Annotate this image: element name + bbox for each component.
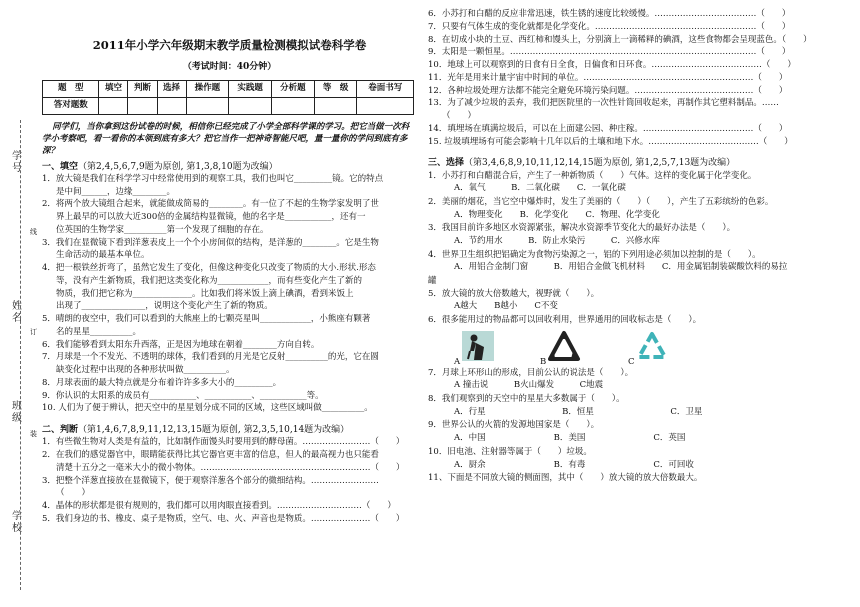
fill-question-line: 位英国的生物学家__________第一个发现了细胞的存在。 — [56, 224, 269, 235]
choice-question-line: 4．世界卫生组织把铝确定为食物污染源之一，铝的下列用途必须加以控制的是（ ）。 — [428, 249, 761, 260]
fill-question-line: 出现了_______________，说明这个变化产生了新的物质。 — [56, 301, 273, 312]
score-input-cell[interactable] — [186, 97, 229, 114]
choice-heading: 三、选择 — [428, 158, 465, 169]
school-label: 学校 — [9, 510, 21, 534]
judge-question-line: 14．填埋场在填满垃圾后，可以在上面建公园、种庄稼。…………………………………（ ） — [428, 123, 788, 134]
cut-line — [20, 120, 21, 590]
choice-options-line: A．中国 B．美国 C．英国 — [454, 433, 686, 444]
fill-question-list — [42, 173, 417, 415]
fill-question-line: 9．你认识的太阳系的成员有___________、___________、___________等。 — [42, 390, 324, 401]
fill-question-line: 1．放大镜是我们在科学学习中经常使用到的观察工具，我们也叫它_________镜。它的特点 — [42, 173, 384, 184]
cut-mark-ding: 订 — [30, 328, 37, 336]
fill-question-line: 缺变化过程中出现的各种形状叫做__________。 — [56, 365, 235, 376]
score-input-cell[interactable] — [357, 97, 414, 114]
judge-question-line: 13．为了减少垃圾的丢弃，我们把医院里的一次性针筒回收起来，再制作其它塑料制品。…… — [428, 98, 779, 109]
score-cell: 选择 — [157, 80, 186, 97]
judge-question-line: 12．各种垃圾处理方法都不能完全避免环境污染问题。……………………………………（ ） — [428, 85, 788, 96]
fill-question-line: 3．我们在显微镜下看到洋葱表皮上一个个小房间似的结构，是洋葱的________。它是生物 — [42, 237, 379, 248]
option-letter: A — [454, 356, 461, 367]
judge-question-line: （ ） — [442, 111, 477, 121]
score-cell: 卷面书写 — [357, 80, 414, 97]
choice-question-line: 9．世界公认的火箭的发源地国家是（ ）。 — [428, 420, 600, 431]
score-cell: 操作题 — [186, 80, 229, 97]
score-input-cell[interactable] — [99, 97, 128, 114]
cut-mark-zhuang: 装 — [30, 430, 37, 438]
score-input-cell[interactable] — [229, 97, 272, 114]
choice-options-line: A．氧气 B．二氧化碳 C．一氧化碳 — [454, 183, 626, 194]
choice-question-line: 6．很多能用过的物品都可以回收利用，世界通用的回收标志是（ ）。 — [428, 314, 702, 325]
name-label: 姓名 — [9, 300, 21, 324]
judge-question-line: 11．光年是用来计量宇宙中时间的单位。……………………………………………………（ ） — [428, 72, 788, 83]
fill-question-line: 10. 人们为了便于辨认，把天空中的星星划分成不同的区域，这些区域叫做__________。 — [42, 403, 373, 414]
fill-question-line: 等，没有产生新物质，我们把这类变化称为____________，而有些变化产生了新的 — [56, 275, 363, 286]
choice-options-line: A．物理变化 B．化学变化 C．物理、化学变化 — [454, 209, 660, 220]
fill-question-line: 界上最早的可以放大近300倍的金属结构显微镜，他的名字是___________，还有一 — [56, 212, 366, 223]
fill-question-line: 4．把一根铁丝折弯了，虽然它发生了变化，但像这种变化只改变了物质的大小.形状.形态 — [42, 263, 376, 274]
litter-bin-icon[interactable] — [460, 329, 496, 363]
score-input-cell[interactable] — [314, 97, 357, 114]
judge-section-heading — [42, 425, 417, 436]
fill-question-line: 2．将两个放大镜组合起来，就能做成简易的________。有一位了不起的生物学家发明了世 — [42, 199, 379, 210]
choice-question-line: 1．小苏打和白醋混合后，产生了一种新物质（ ）气体。这样的变化属于化学变化。 — [428, 170, 757, 181]
choice-note: （第3,4,6,8,9,10,11,12,14,15题为原创, 第1,2,5,7,13题为改编） — [464, 158, 736, 169]
judge-question-line: 4．晶体的形状都是很有规则的，我们都可以用肉眼直接看到。…………………………（ ） — [42, 501, 396, 512]
score-table-answer-row — [43, 97, 414, 114]
fill-question-line: 7．月球是一个不发光、不透明的球体，我们看到的月光是它反射__________的光，它在圆 — [42, 352, 379, 363]
exam-title: 2011年小学六年级期末教学质量检测模拟试卷科学卷 — [92, 38, 367, 52]
fill-question-line: 5．晴朗的夜空中，我们可以看到的大熊座上的七颗亮星叫____________，小熊座有颗著 — [42, 314, 371, 325]
score-cell: 等 级 — [314, 80, 357, 97]
fill-question-line: 生命活动的最基本单位。 — [56, 250, 150, 261]
right-column — [428, 8, 853, 485]
choice-question-line: 3．我国目前许多地区水资源紧张，解决水资源季节变化大的最好办法是（ ）。 — [428, 223, 736, 234]
judge-question-line: 6．小苏打和白醋的反应非常迅速，铁生锈的速度比较缓慢。………………………………（ ） — [428, 9, 791, 19]
recycle-triangle-black-icon[interactable] — [546, 329, 582, 363]
score-input-cell[interactable] — [272, 97, 315, 114]
fill-heading: 一、填空 — [42, 161, 79, 172]
exam-time: （考试时间：40分钟） — [182, 62, 277, 73]
choice-question-line: 8．我们观察到的天空中的星星大多数属于（ ）。 — [428, 394, 625, 405]
judge-question-line: 9．太阳是一颗恒星。……………………………………………………………………………（ ） — [428, 47, 791, 58]
class-label: 班级 — [9, 400, 21, 424]
judge-question-line: 3．把整个洋葱直接放在显微镜下，便于观察洋葱各个部分的微细结构。…………………… — [42, 475, 379, 486]
fill-question-line: 名的星星__________。 — [56, 326, 142, 337]
score-table-header-row — [43, 80, 414, 97]
choice-section-heading — [428, 158, 853, 169]
choice-options-line: A越大 B越小 C不变 — [454, 301, 558, 312]
judge-question-line: 10．地球上可以观察到的日食有日全食，日偏食和日环食。…………………………………（ ） — [428, 60, 796, 70]
score-input-cell[interactable] — [128, 97, 157, 114]
choice-question-line: 2．美丽的烟花，当它空中爆炸时，发生了美丽的（ ）（ ），产生了五彩缤纷的色彩。 — [428, 196, 774, 207]
option-letter: C — [628, 356, 635, 367]
judge-question-line: 清楚十五分之一毫米大小的微小物体。……………………………………………………（ ） — [56, 462, 405, 473]
choice-options-line: A．节约用水 B．防止水染污 C．兴修水库 — [454, 235, 660, 246]
judge-question-line: （ ） — [56, 488, 91, 499]
choice-question-list — [428, 170, 853, 485]
score-cell: 判断 — [128, 80, 157, 97]
score-cell: 题 型 — [43, 80, 99, 97]
fill-question-line: 6．我们能够看到太阳东升西落，正是因为地球在朝着________方向自转。 — [42, 339, 320, 350]
fill-section-heading — [42, 162, 417, 173]
binding-strip — [0, 0, 40, 607]
judge-question-line: 2．在我们的感觉器官中，眼睛能获得比其它器官更丰富的信息，但人的最高视力也只能看 — [42, 450, 379, 461]
choice-question-line: 7．月球上环形山的形成，目前公认的说法是（ ）。 — [428, 367, 634, 378]
judge-question-list — [42, 436, 417, 525]
choice-question-line: 10．旧电池、注射器等属于（ ）垃圾。 — [428, 446, 592, 457]
option-letter: B — [540, 356, 547, 367]
judge-heading: 二、判断 — [42, 425, 79, 436]
fill-question-line: 物质，我们把它称为______________。比如我们将米饭上滴上碘酒，看到米饭上 — [56, 288, 354, 299]
score-cell: 填空 — [99, 80, 128, 97]
student-id-label: 学号 — [9, 150, 21, 174]
score-input-cell[interactable] — [157, 97, 186, 114]
choice-options-line: A．厨余 B．有毒 C．可回收 — [454, 459, 694, 470]
fill-question-line: 是中间______，边缘________。 — [56, 186, 176, 197]
judge-question-line: 15. 垃圾填埋场有可能会影响十几年以后的土壤和地下水。…………………………………（ ） — [428, 136, 793, 147]
left-column — [42, 8, 417, 526]
score-cell: 分析题 — [272, 80, 315, 97]
judge-question-line: 8．在切成小块的土豆、西红柿和馒头上，分别滴上一滴稀释的碘酒，这些食物都会呈现蓝色。（ ） — [428, 34, 812, 45]
choice-question-line: 5．放大镜的放大倍数越大，视野就（ ）。 — [428, 288, 600, 299]
score-cell: 答对题数 — [43, 97, 99, 114]
choice-options-line: A 撞击说 B火山爆发 C地震 — [454, 380, 604, 391]
recycle-triangle-teal-icon[interactable] — [634, 329, 670, 363]
judge-note: （第1,4,6,7,8,9,11,12,13,15题为原创, 第2,3,5,10,14题为改编） — [78, 425, 350, 436]
judge-continued-list — [428, 8, 853, 148]
judge-question-line: 5．我们身边的书、橡皮、桌子是物质，空气、电、火、声音也是物质。…………………（ ） — [42, 513, 405, 524]
judge-question-line: 7．只要有气体生成的变化就都是化学变化。…………………………………………………（ ） — [428, 21, 791, 32]
fill-note: （第2,4,5,6,7,9题为原创, 第1,3,8,10题为改编） — [78, 161, 278, 172]
intro-paragraph: 同学们，当你拿到这份试卷的时候，相信你已经完成了小学全部科学课的学习。把它当做一次科学小考察吧，看一看你的本领到底有多大？把它当作一把神奇智能尺吧，量一量你的学问到底有多深？ — [42, 121, 410, 157]
judge-question-line: 1．有些微生物对人类是有益的，比如制作面馒头时要用到的酵母菌。……………………（ ） — [42, 437, 405, 448]
choice-options-line: A．用铝合金制门窗 B．用铝合金做飞机材料 C．用金属铝制装碳酸饮料的易拉 — [454, 262, 788, 273]
fill-question-line: 8．月球表面的最大特点就是分布着许许多多大小的_________。 — [42, 377, 282, 388]
score-table — [42, 80, 414, 115]
choice-options-line: A．行星 B．恒星 C．卫星 — [454, 406, 703, 417]
choice-question-line: 11、下面是不同放大镜的侧面图，其中（ ）放大镜的放大倍数最大。 — [428, 473, 703, 484]
cut-mark-xian: 线 — [30, 228, 37, 236]
score-cell: 实践题 — [229, 80, 272, 97]
recycle-symbol-options — [454, 327, 853, 367]
choice-question-line: 罐 — [428, 275, 437, 286]
